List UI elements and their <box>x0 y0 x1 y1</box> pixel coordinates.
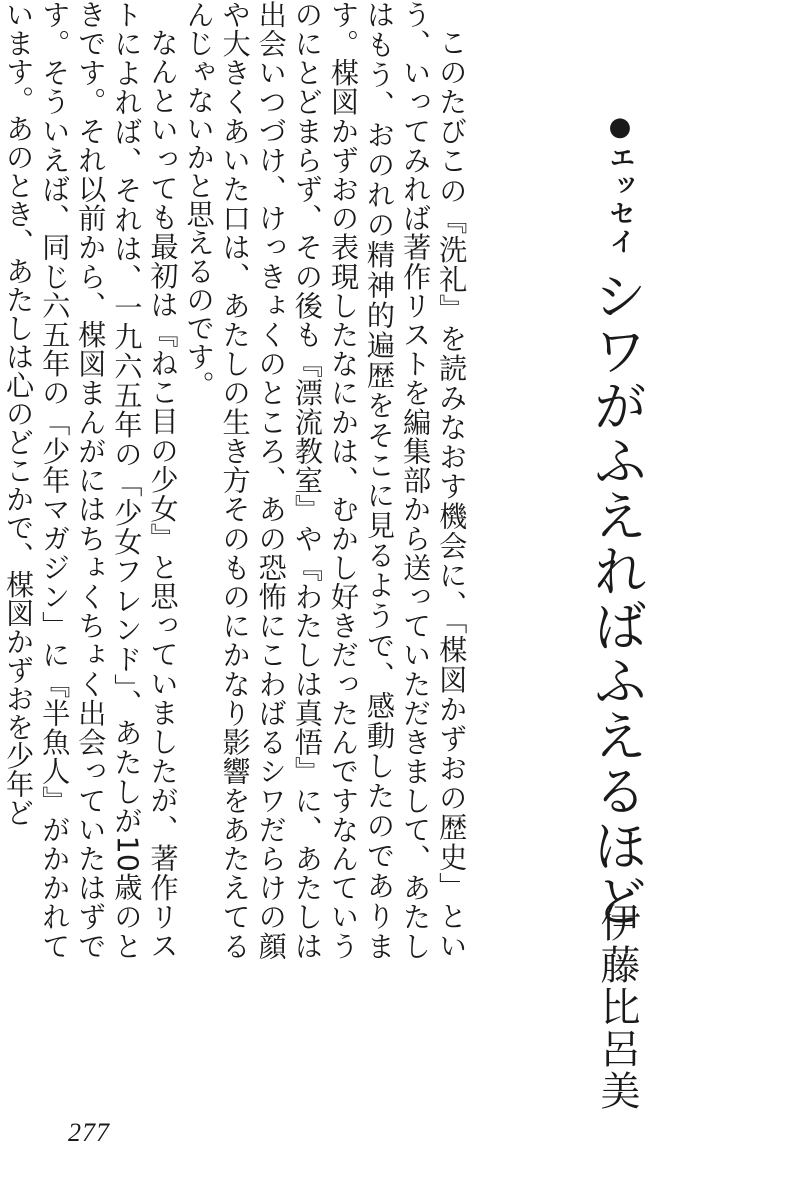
author-name: 伊藤比呂美 <box>594 902 640 1112</box>
essay-body <box>0 0 469 960</box>
essay-title: シワがふえればふえるほど <box>585 268 648 928</box>
paragraph-2: なんといっても最初は『ねこ目の少女』と思っていましたが、著作リストによれば、それは、一九六五年の「少女フレンド」、あたしが10歳のときです。それ以前から、楳図まんがにはちょくちょく出会っていたはずです。そういえば、同じ六五年の「少年マガジン」に『半魚人』がかかれています。あのとき、あたしは心のどこかで、楳図かずおを少年ど <box>2 0 180 960</box>
paragraph-1: このたびこの『洗礼』を読みなおす機会に、「楳図かずおの歴史」という、いってみれば著作リストを編集部から送っていただきまして、あたしはもう、おのれの精神的遍歴をそこに見るようで、感動したのであります。楳図かずおの表現したなにかは、むかし好きだったんですなんていうのにとどまらず、その後も『漂流教室』や『わたしは真悟』に、あたしは出会いつづけ、けっきょくのところ、あの恐怖にこわばるシワだらけの顔や大きくあいた口は、あたしの生き方そのものにかなり影響をあたえてるんじゃないかと思えるのです。 <box>182 0 469 960</box>
essay-label: ●エッセイ <box>605 112 635 256</box>
page-number: 277 <box>68 1118 110 1147</box>
